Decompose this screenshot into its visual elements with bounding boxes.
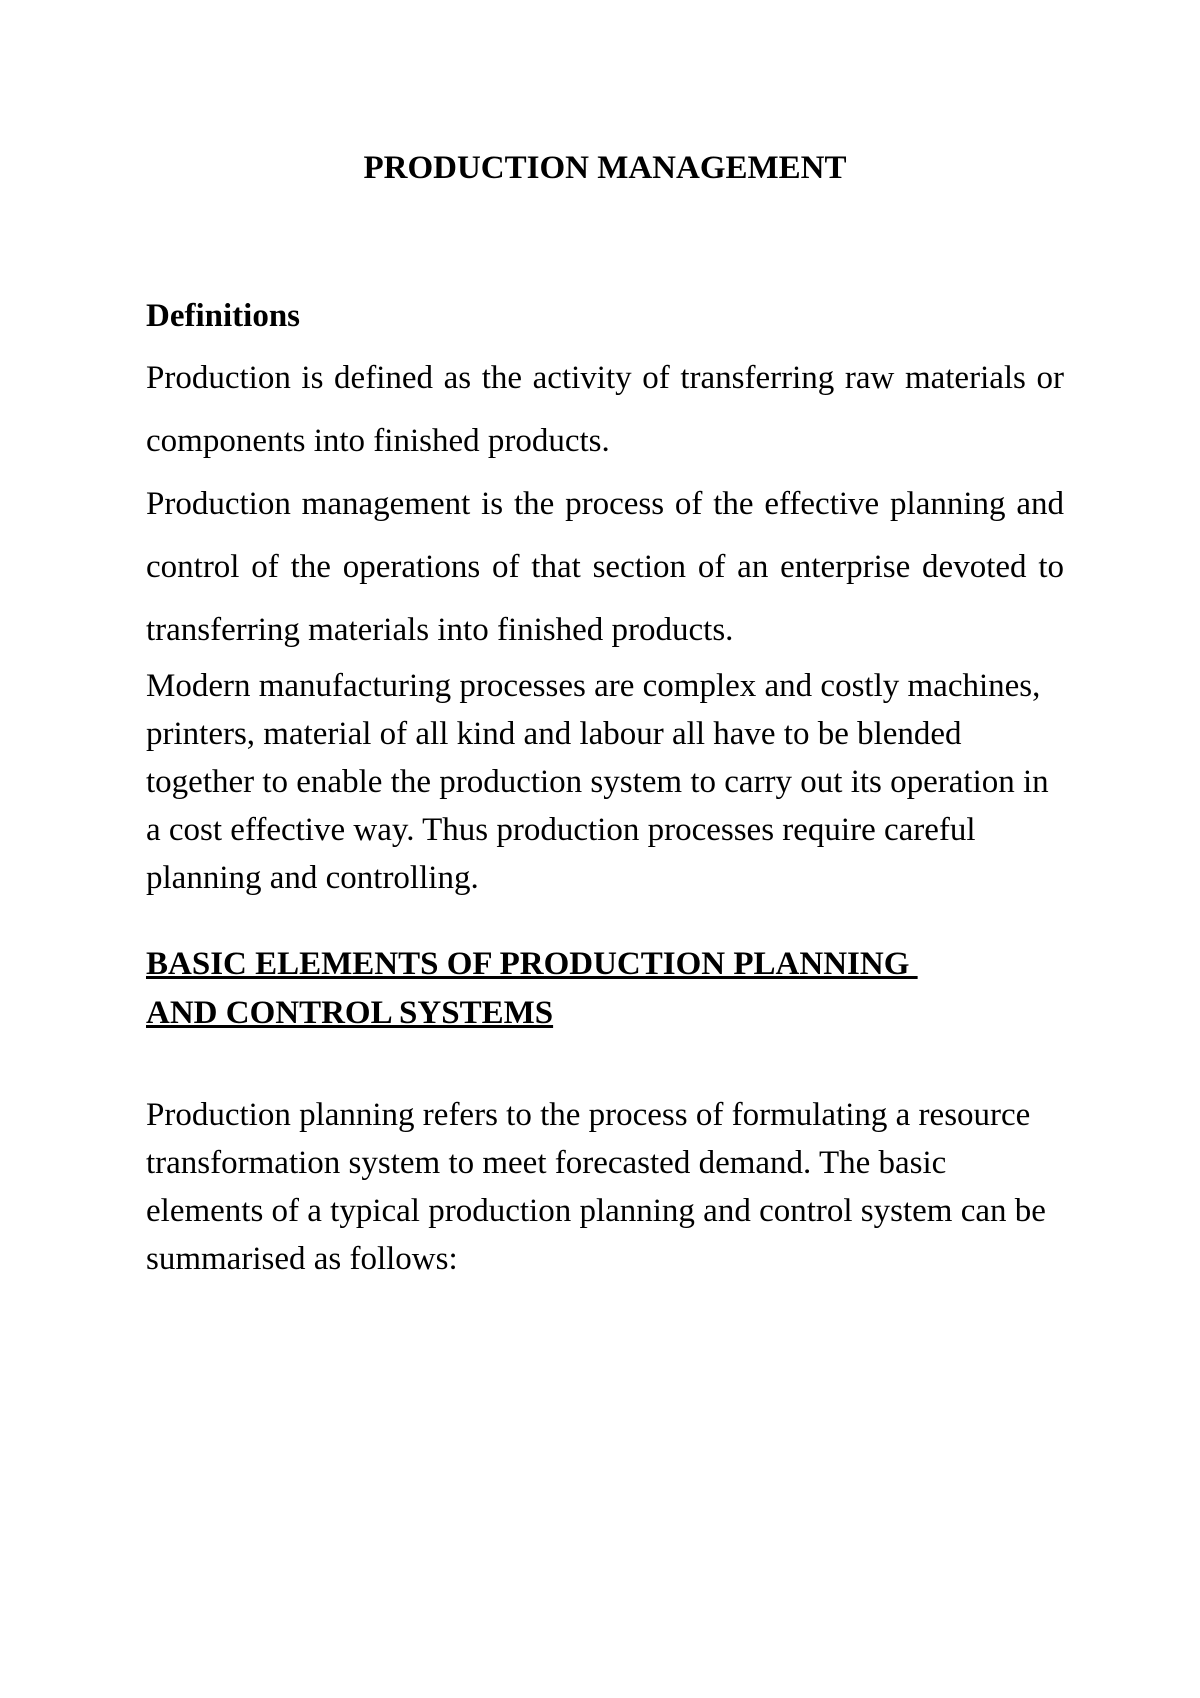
paragraph-modern-manufacturing: Modern manufacturing processes are complex and costly machines, printers, material of all kind and labour all have to be blended together to enable the production system to carry out its operation in a cost effective way. Thus production processes require careful planning and controlling. xyxy=(146,668,1049,896)
definitions-heading: Definitions xyxy=(146,298,301,334)
paragraph-production-planning: Production planning refers to the process of formulating a resource transformation system to meet forecasted demand. The basic elements of a typical production planning and control system can be summarised as follows: xyxy=(146,1097,1046,1277)
section-heading-line-1: BASIC ELEMENTS OF PRODUCTION PLANNING xyxy=(146,946,918,982)
definition-production: Production is defined as the activity of transferring raw materials or components into finished products. xyxy=(146,360,1064,459)
section-heading-line-2: AND CONTROL SYSTEMS xyxy=(146,995,554,1031)
page-title: PRODUCTION MANAGEMENT xyxy=(363,150,847,186)
section-heading-basic-elements xyxy=(146,940,1064,1038)
document-content xyxy=(146,140,1064,1283)
definition-production-management: Production management is the process of the effective planning and control of the operations of that section of an enterprise devoted to transferring materials into finished products. xyxy=(146,486,1064,648)
